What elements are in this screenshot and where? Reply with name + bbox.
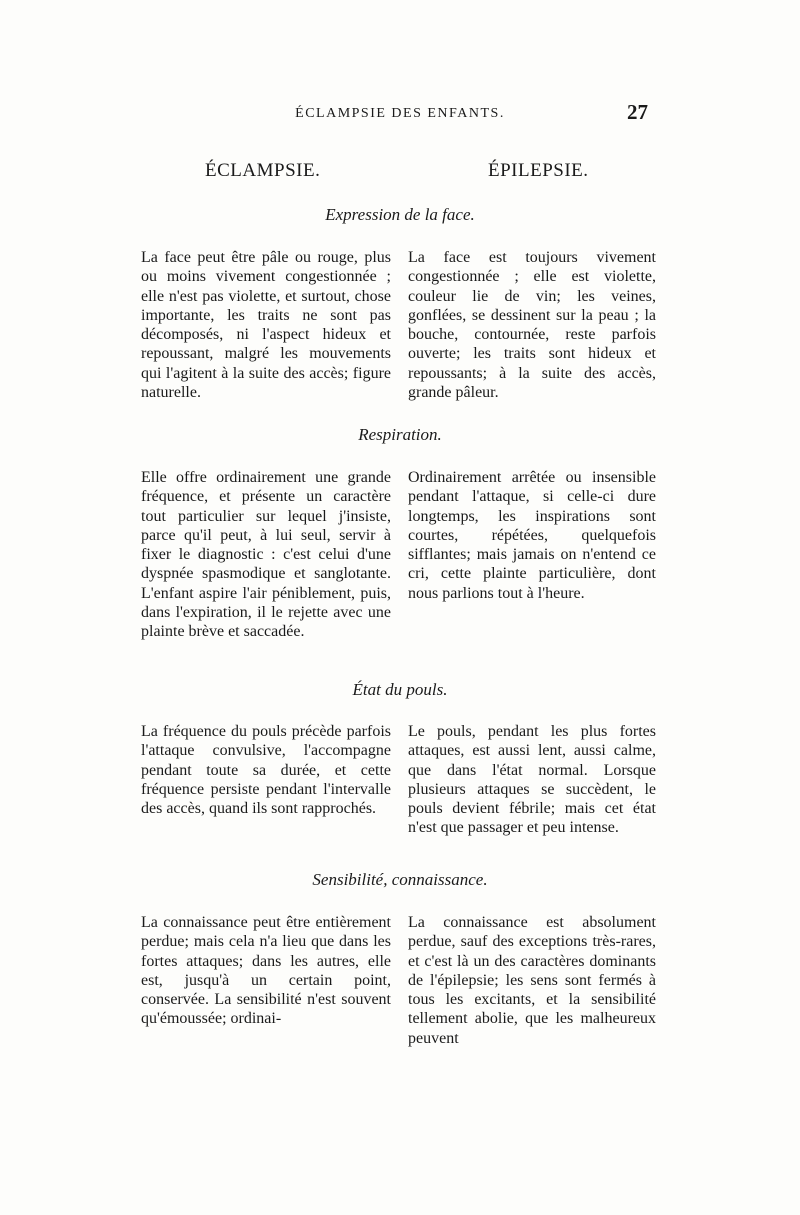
column-title-epilepsie: ÉPILEPSIE.	[488, 160, 589, 181]
page-number: 27	[627, 100, 648, 124]
eclampsie-text-expression: La face peut être pâle ou rouge, plus ou moins vivement congestionnée ; elle n'est pas violette, et surtout, chose importante, les traits ne sont pas décomposés, ni l'aspect hideux et repoussant, malgré les mouvements qui l'agitent à la suite des accès; figure naturelle.	[141, 249, 391, 402]
epilepsie-text-pouls: Le pouls, pendant les plus fortes attaques, est aussi lent, aussi calme, que dans l'état normal. Lorsque plusieurs attaques se succèdent, le pouls devient fébrile; mais cet état n'est que passager et peu intense.	[408, 723, 656, 837]
section-heading-expression: Expression de la face.	[325, 205, 475, 224]
running-head	[140, 102, 660, 126]
epilepsie-text-expression: La face est toujours vivement congestionnée ; elle est violette, couleur lie de vin; les veines, gonflées, se dessinent sur la peau ; la bouche, contournée, reste parfois ouverte; les traits sont hideux et repoussants; à la suite des accès, grande pâleur.	[408, 249, 656, 402]
running-head-title: ÉCLAMPSIE DES ENFANTS.	[295, 106, 505, 121]
epilepsie-text-respiration: Ordinairement arrêtée ou insensible pendant l'attaque, si celle-ci dure longtemps, les inspirations sont courtes, répétées, quelquefois sifflantes; mais jamais on n'entend ce cri, cette plainte particulière, dont nous parlions tout à l'heure.	[408, 469, 656, 602]
section-heading-respiration: Respiration.	[358, 425, 442, 444]
eclampsie-text-respiration: Elle offre ordinairement une grande fréquence, et présente un caractère tout particulier sur lequel j'insiste, parce qu'il peut, à lui seul, servir à fixer le diagnostic : c'est celui d'une dyspnée spasmodique et sanglotante. L'enfant aspire l'air péniblement, puis, dans l'expiration, il le rejette avec une plainte brève et saccadée.	[141, 469, 391, 641]
section-heading-sensibilite: Sensibilité, connaissance.	[312, 870, 488, 889]
section-heading-pouls: État du pouls.	[352, 680, 448, 699]
column-title-eclampsie: ÉCLAMPSIE.	[205, 160, 321, 181]
eclampsie-text-sensibilite: La connaissance peut être entièrement perdue; mais cela n'a lieu que dans les fortes attaques; dans les autres, elle est, jusqu'à un certain point, conservée. La sensibilité n'est souvent qu'émoussée; ordinai-	[141, 914, 391, 1028]
epilepsie-text-sensibilite: La connaissance est absolument perdue, sauf des exceptions très-rares, et c'est là un des caractères dominants de l'épilepsie; les sens sont fermés à tous les excitants, et la sensibilité tellement abolie, que les malheureux peuvent	[408, 914, 656, 1047]
eclampsie-text-pouls: La fréquence du pouls précède parfois l'attaque convulsive, l'accompagne pendant toute sa durée, et cette fréquence persiste pendant l'intervalle des accès, quand ils sont rapprochés.	[141, 723, 391, 818]
